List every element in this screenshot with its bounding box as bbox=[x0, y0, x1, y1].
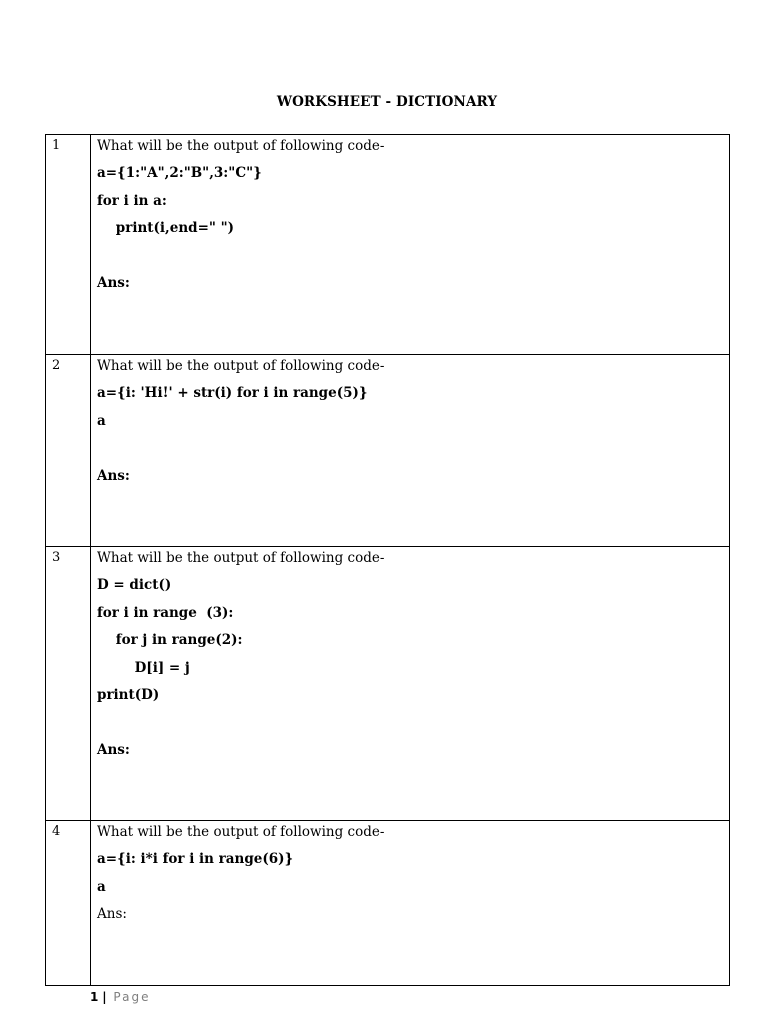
question-line: a bbox=[97, 878, 106, 895]
question-number: 1 bbox=[52, 138, 61, 153]
question-number-cell bbox=[46, 821, 91, 986]
answer-label: Ans: bbox=[97, 741, 130, 758]
question-content-cell bbox=[91, 355, 730, 547]
question-row bbox=[46, 355, 730, 547]
question-number: 3 bbox=[52, 550, 61, 565]
question-content-cell bbox=[91, 547, 730, 821]
page-separator: | bbox=[102, 990, 107, 1004]
question-line: for j in range(2): bbox=[97, 632, 243, 649]
question-row bbox=[46, 135, 730, 355]
question-row bbox=[46, 821, 730, 986]
question-line: print(D) bbox=[97, 686, 160, 703]
question-row bbox=[46, 547, 730, 821]
blank-line bbox=[97, 712, 723, 739]
question-line: for i in a: bbox=[97, 192, 167, 209]
question-line: What will be the output of following code- bbox=[97, 358, 385, 374]
question-number-cell bbox=[46, 547, 91, 821]
questions-table bbox=[45, 134, 730, 986]
question-number: 4 bbox=[52, 824, 61, 839]
answer-label: Ans: bbox=[97, 467, 130, 484]
question-line: What will be the output of following code- bbox=[97, 550, 385, 566]
question-line: D = dict() bbox=[97, 577, 172, 594]
question-line: What will be the output of following code- bbox=[97, 138, 385, 154]
question-line: print(i,end=" ") bbox=[97, 220, 235, 237]
question-line: for i in range (3): bbox=[97, 604, 234, 621]
question-number-cell bbox=[46, 355, 91, 547]
answer-label: Ans: bbox=[97, 274, 130, 291]
question-line: a={i: i*i for i in range(6)} bbox=[97, 851, 294, 868]
question-content-cell bbox=[91, 135, 730, 355]
question-line: a={1:"A",2:"B",3:"C"} bbox=[97, 165, 262, 182]
question-line: a bbox=[97, 412, 106, 429]
answer-label: Ans: bbox=[97, 906, 127, 923]
page-label: Page bbox=[113, 990, 151, 1004]
question-number-cell bbox=[46, 135, 91, 355]
question-content-cell bbox=[91, 821, 730, 986]
question-line: D[i] = j bbox=[97, 659, 190, 676]
worksheet-title: WORKSHEET - DICTIONARY bbox=[276, 94, 498, 110]
question-line: What will be the output of following code- bbox=[97, 824, 385, 840]
question-line: a={i: 'Hi!' + str(i) for i in range(5)} bbox=[97, 385, 368, 402]
page-footer bbox=[90, 990, 150, 1004]
blank-line bbox=[97, 438, 723, 465]
blank-line bbox=[97, 246, 723, 273]
page-number: 1 bbox=[90, 990, 99, 1004]
question-number: 2 bbox=[52, 358, 61, 373]
